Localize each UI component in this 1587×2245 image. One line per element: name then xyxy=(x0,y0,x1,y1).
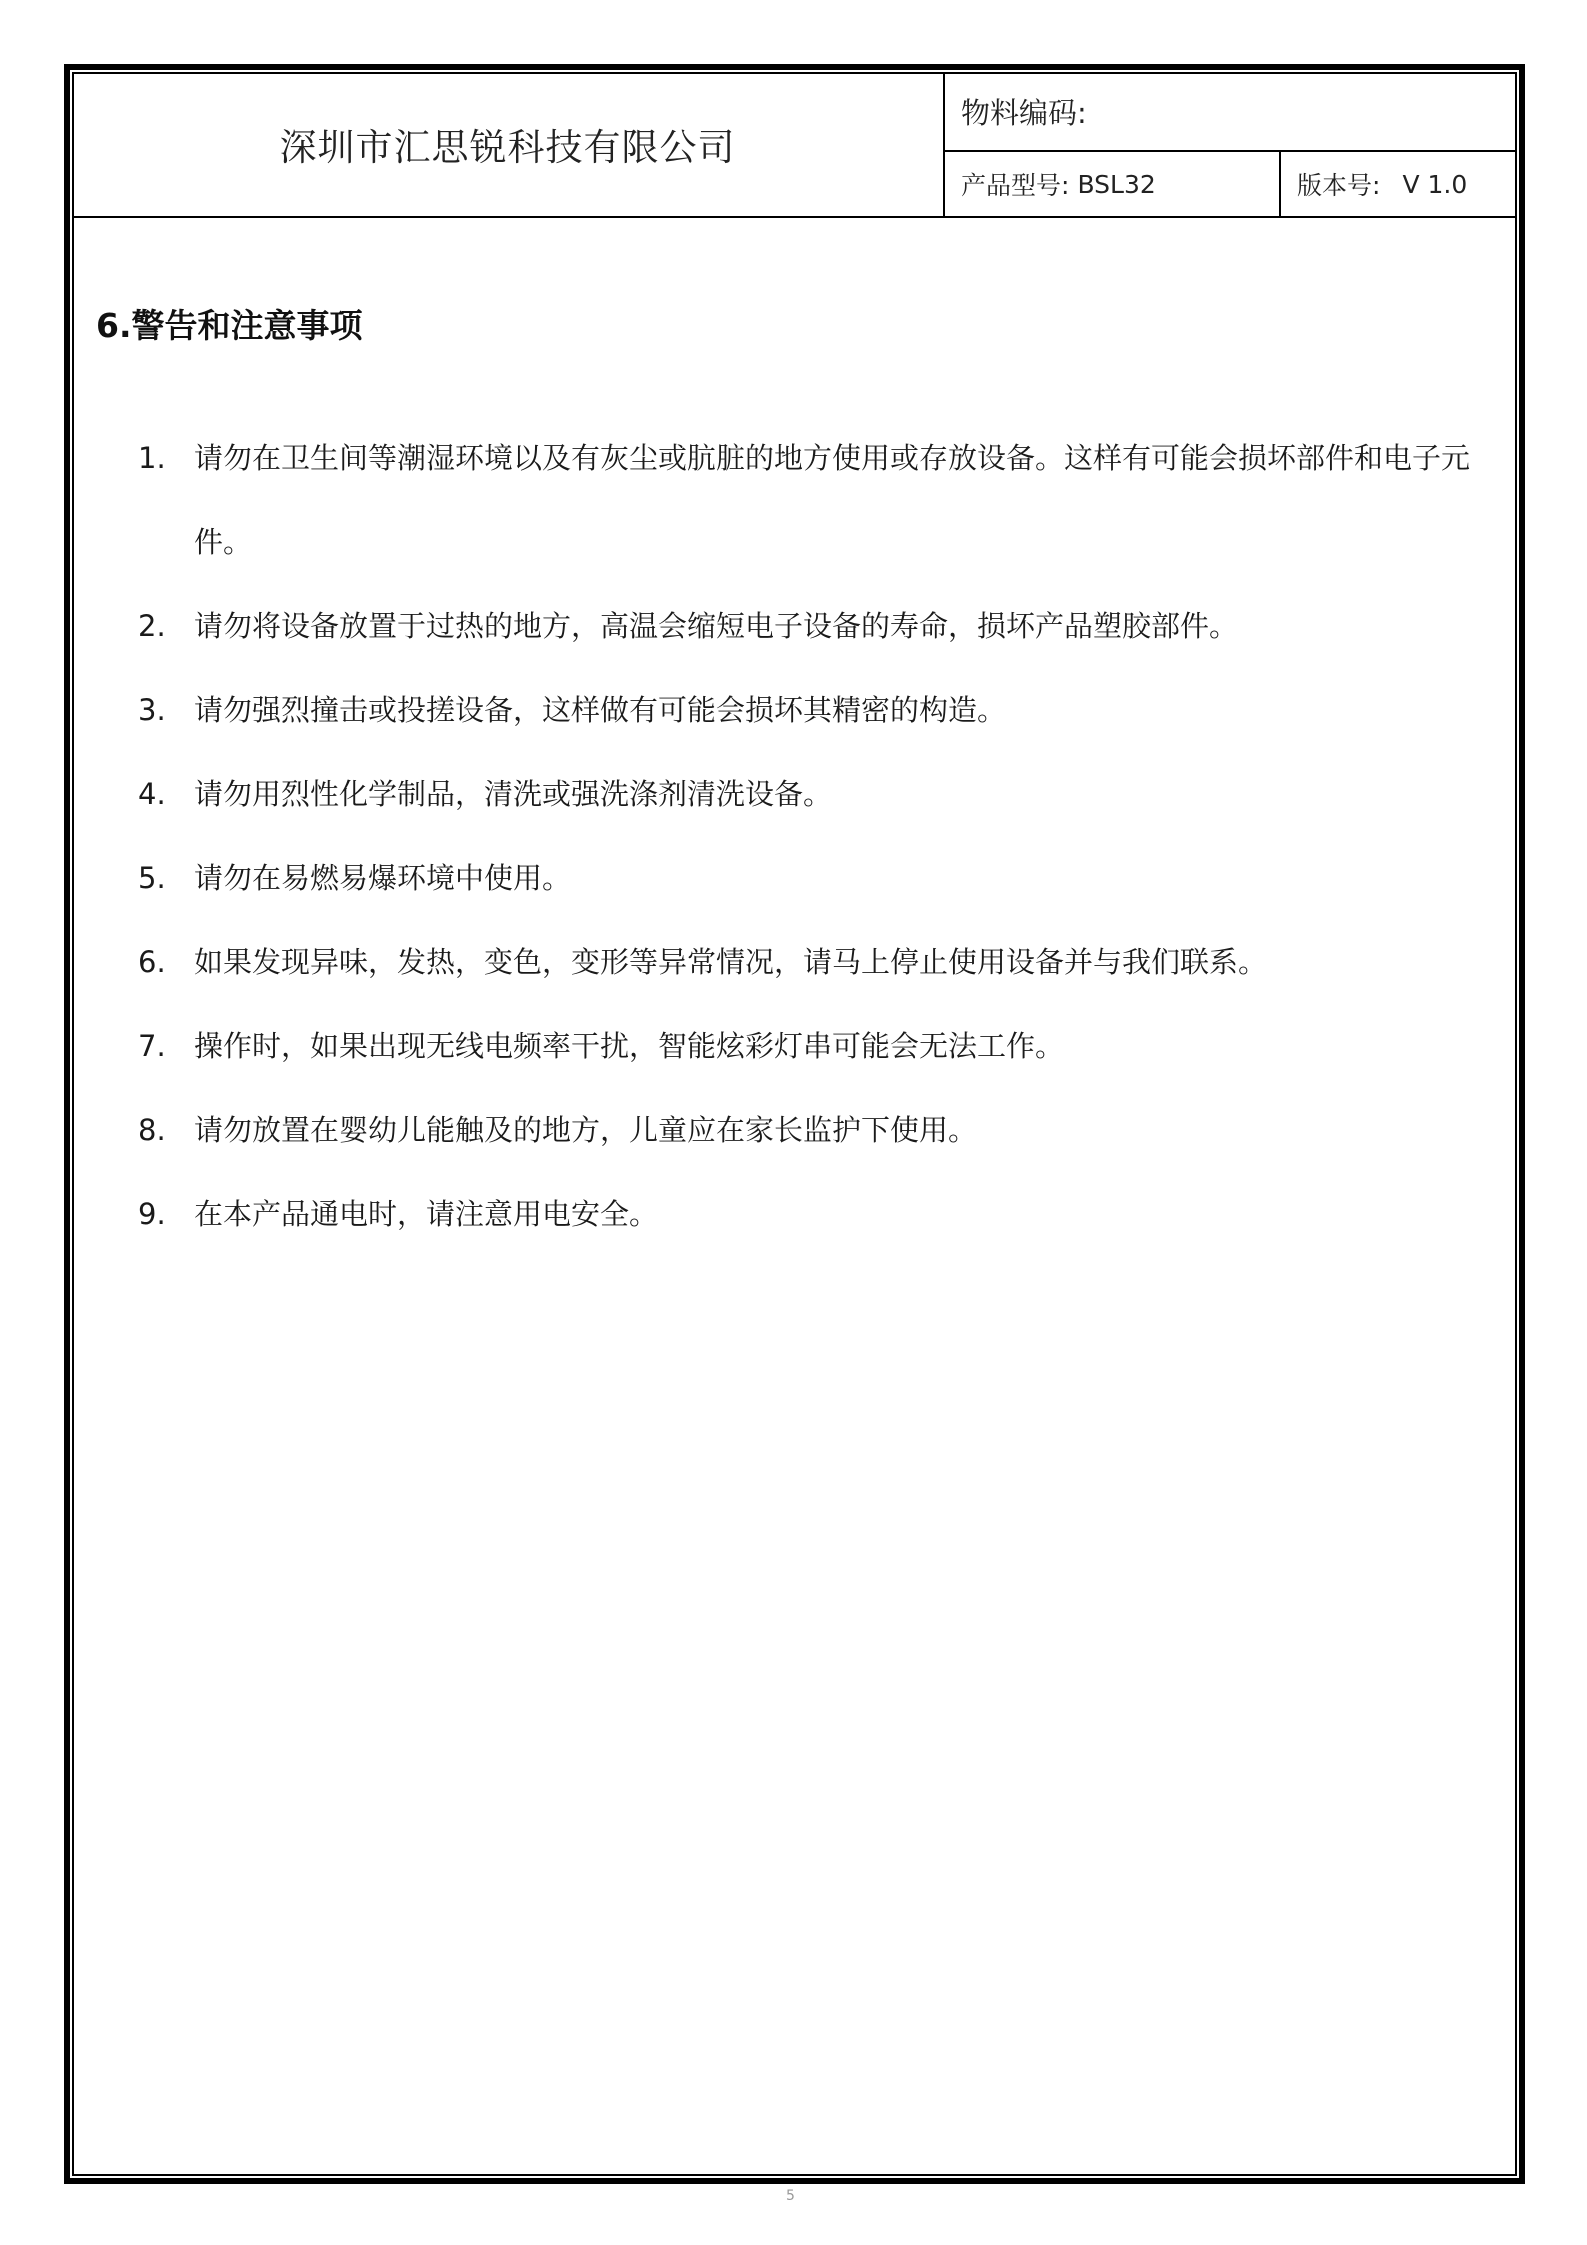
model-cell xyxy=(945,152,1281,216)
warning-number: 9. xyxy=(138,1197,166,1231)
warning-item xyxy=(138,416,1508,584)
warning-number: 7. xyxy=(138,1029,166,1063)
warning-text: 请勿强烈撞击或投搓设备，这样做有可能会损坏其精密的构造。 xyxy=(194,693,1007,727)
warning-number: 8. xyxy=(138,1113,166,1147)
material-code-cell xyxy=(945,72,1515,152)
warning-number: 6. xyxy=(138,945,166,979)
material-code-label: 物料编码: xyxy=(961,95,1087,130)
model-label: 产品型号: xyxy=(961,171,1070,200)
document-header xyxy=(72,72,1517,218)
warning-text: 请勿放置在婴幼儿能触及的地方，儿童应在家长监护下使用。 xyxy=(194,1113,978,1147)
warning-text: 操作时，如果出现无线电频率干扰，智能炫彩灯串可能会无法工作。 xyxy=(194,1029,1065,1063)
warning-item xyxy=(138,920,1508,1004)
section-title: 6.警告和注意事项 xyxy=(96,306,363,345)
warning-item xyxy=(138,584,1508,668)
version-value: V 1.0 xyxy=(1402,169,1468,199)
warning-list xyxy=(138,416,1508,1256)
warning-item xyxy=(138,1088,1508,1172)
model-value: BSL32 xyxy=(1077,169,1156,199)
warning-number: 2. xyxy=(138,609,166,643)
warning-text: 请勿在卫生间等潮湿环境以及有灰尘或肮脏的地方使用或存放设备。这样有可能会损坏部件和电子元件。 xyxy=(194,441,1471,559)
warning-item xyxy=(138,1004,1508,1088)
page-number: 5 xyxy=(786,2188,795,2204)
warning-item xyxy=(138,752,1508,836)
warning-item xyxy=(138,1172,1508,1256)
warning-number: 3. xyxy=(138,693,166,727)
version-label: 版本号: xyxy=(1297,171,1381,200)
warning-item xyxy=(138,836,1508,920)
warning-text: 如果发现异味，发热，变色，变形等异常情况，请马上停止使用设备并与我们联系。 xyxy=(194,945,1268,979)
warning-text: 在本产品通电时，请注意用电安全。 xyxy=(194,1197,659,1231)
warning-number: 4. xyxy=(138,777,166,811)
warning-number: 5. xyxy=(138,861,166,895)
warning-text: 请勿用烈性化学制品，清洗或强洗涤剂清洗设备。 xyxy=(194,777,833,811)
warning-item xyxy=(138,668,1508,752)
version-cell xyxy=(1281,152,1515,216)
warning-text: 请勿在易燃易爆环境中使用。 xyxy=(194,861,572,895)
company-cell xyxy=(72,72,945,216)
company-name: 深圳市汇思锐科技有限公司 xyxy=(279,126,736,169)
warning-number: 1. xyxy=(138,441,166,475)
warning-text: 请勿将设备放置于过热的地方，高温会缩短电子设备的寿命，损坏产品塑胶部件。 xyxy=(194,609,1239,643)
